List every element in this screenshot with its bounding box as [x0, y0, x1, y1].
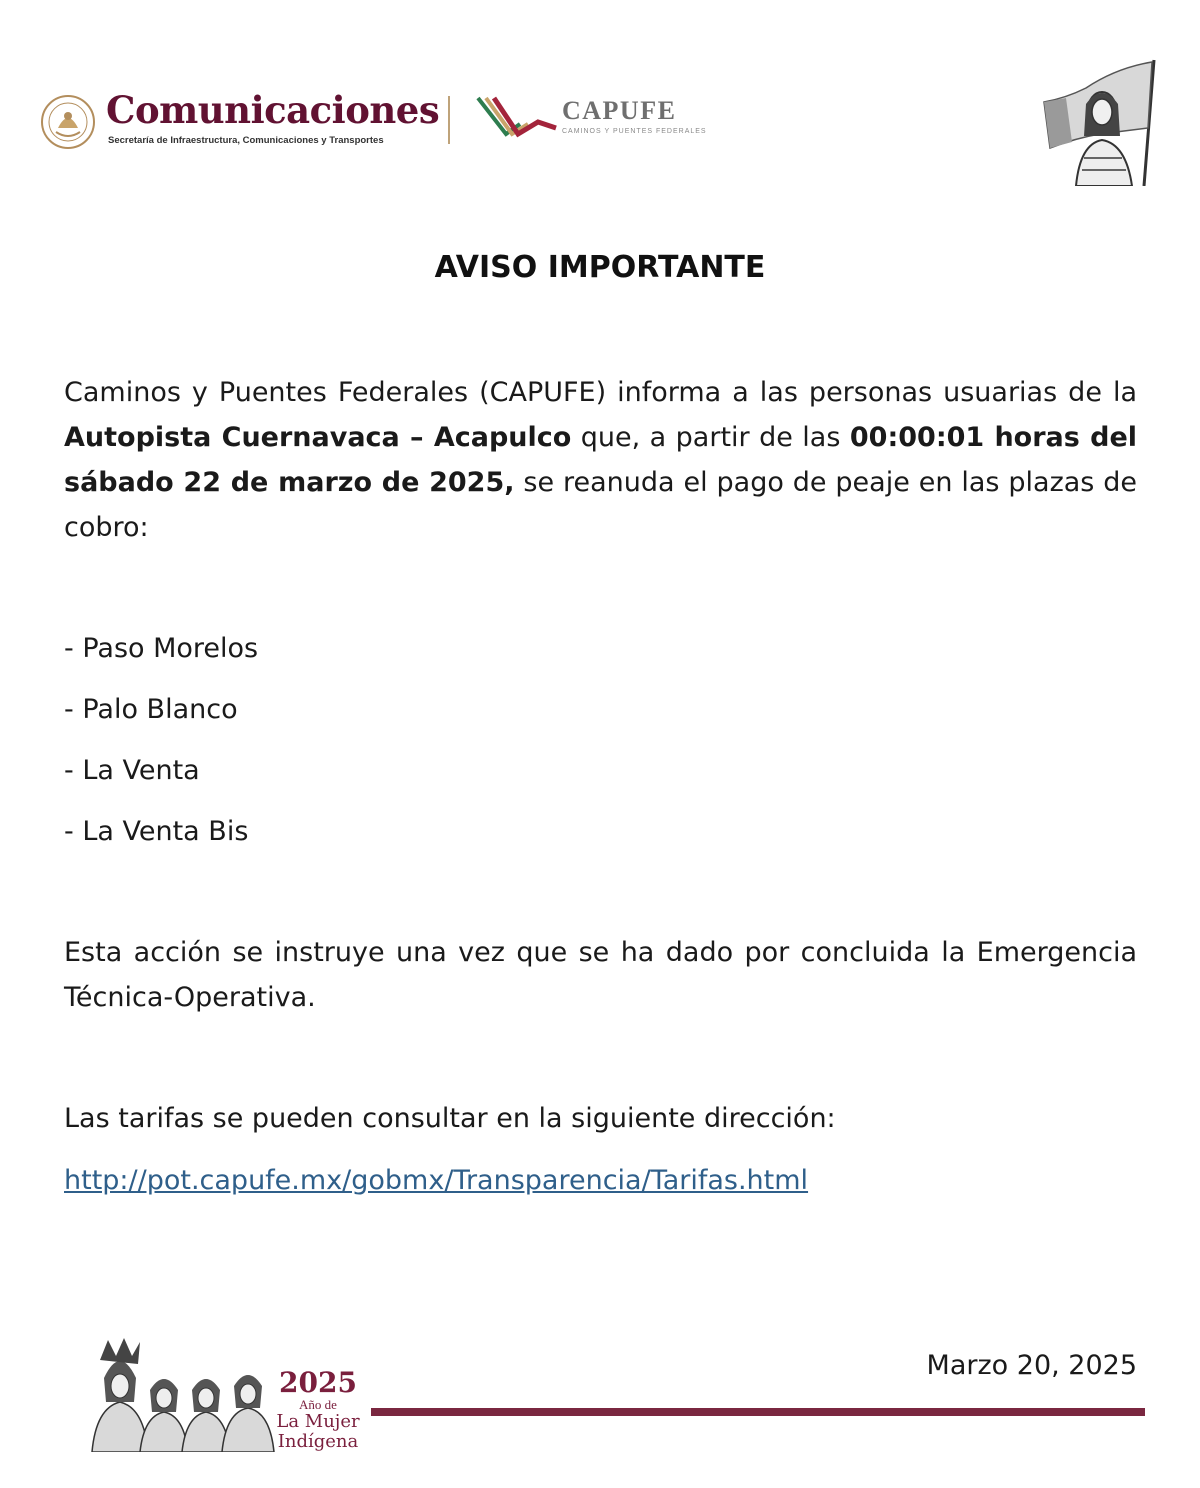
- org-subtitle: CAMINOS Y PUENTES FEDERALES: [562, 128, 707, 135]
- list-item: - La Venta: [64, 755, 200, 786]
- p1-text-2: que, a partir de las: [571, 422, 850, 453]
- tariffs-link[interactable]: http://pot.capufe.mx/gobmx/Transparencia/Tarifas.html: [64, 1165, 809, 1196]
- org-name: CAPUFE: [562, 96, 677, 125]
- header: [40, 88, 740, 152]
- agency-name: Comunicaciones: [106, 88, 440, 132]
- notice-paragraph-2: Esta acción se instruye una vez que se ha dado por concluida la Emergencia Técnica-Operativa.: [64, 937, 1137, 1013]
- footer-rule: [371, 1408, 1145, 1416]
- year-badge-line2: La Mujer: [276, 1411, 360, 1432]
- toll-plaza-list: [64, 626, 258, 870]
- indigenous-women-illustration: [86, 1338, 276, 1452]
- capufe-logo-icon: [476, 94, 560, 144]
- year-badge-year: 2025: [279, 1366, 357, 1399]
- national-seal-icon: [40, 94, 96, 150]
- year-badge-line3: Indígena: [277, 1431, 359, 1452]
- notice-title: AVISO IMPORTANTE: [434, 250, 766, 285]
- year-badge-ano: Año de: [299, 1397, 337, 1412]
- list-item: - La Venta Bis: [64, 816, 249, 847]
- effective-datetime: 00:00:01 horas del sábado 22 de marzo de 2025,: [64, 422, 1138, 498]
- header-divider: [448, 96, 450, 144]
- p1-text-3: se reanuda el pago de peaje en las plazas de cobro:: [64, 467, 1138, 543]
- p1-text-1: Caminos y Puentes Federales (CAPUFE) informa a las personas usuarias de la: [64, 377, 1137, 408]
- heroine-illustration: [1036, 58, 1162, 186]
- highway-name: Autopista Cuernavaca – Acapulco: [64, 422, 572, 453]
- list-item: - Palo Blanco: [64, 694, 238, 725]
- notice-date: Marzo 20, 2025: [926, 1350, 1137, 1381]
- list-item: - Paso Morelos: [64, 633, 259, 664]
- agency-subtitle: Secretaría de Infraestructura, Comunicaciones y Transportes: [108, 135, 384, 146]
- year-badge: [270, 1368, 366, 1452]
- notice-paragraph-3: Las tarifas se pueden consultar en la siguiente dirección:: [64, 1103, 836, 1134]
- notice-paragraph-1: [64, 370, 1137, 550]
